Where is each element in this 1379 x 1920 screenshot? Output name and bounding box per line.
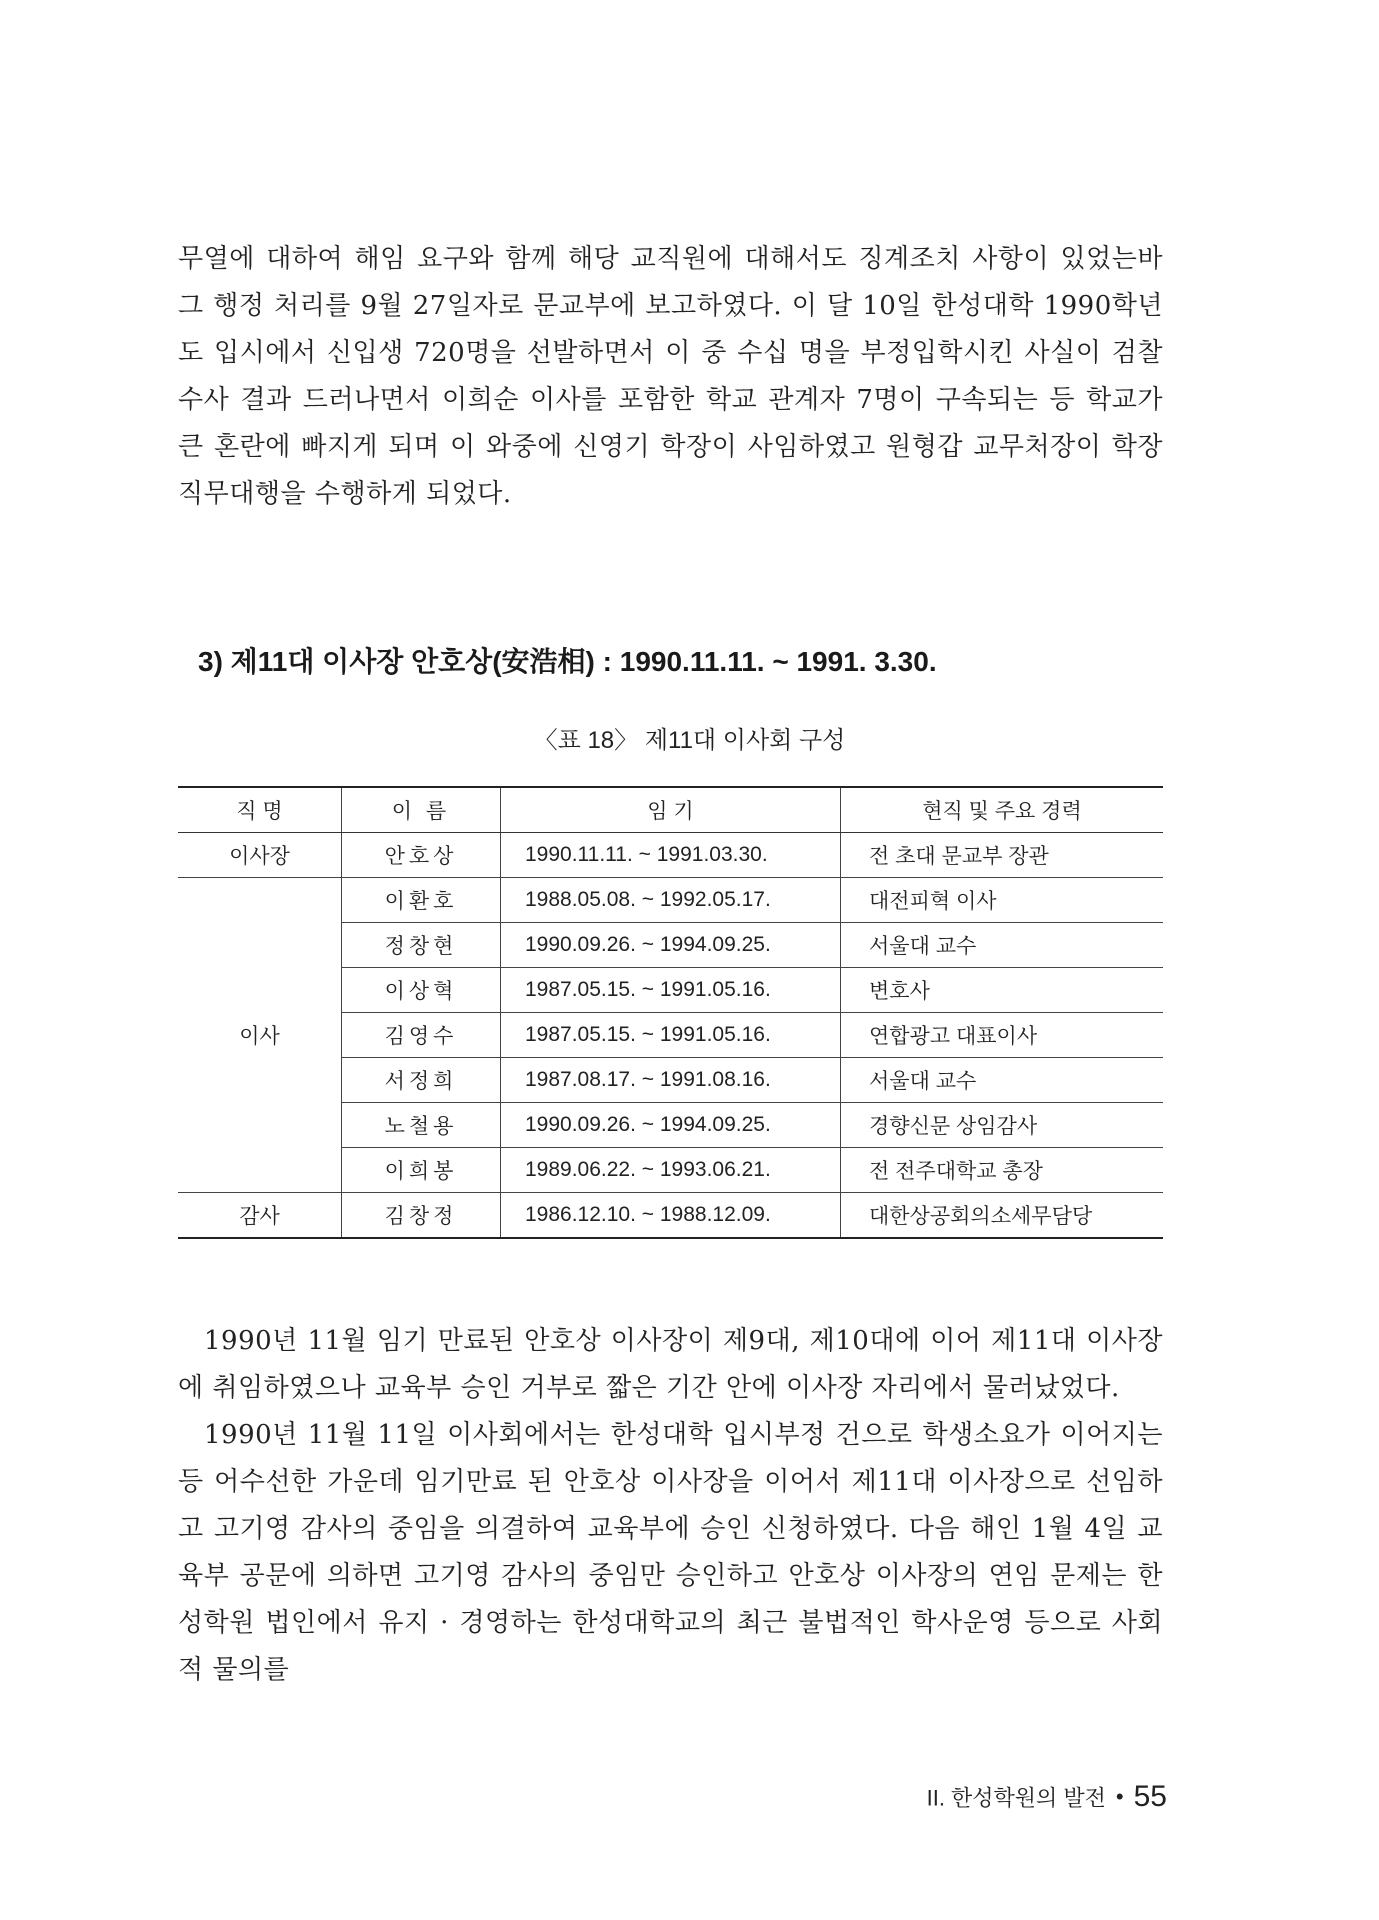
- name-cell: 이환호: [342, 878, 501, 923]
- header-career: 현직 및 주요 경력: [841, 787, 1164, 833]
- name-cell: 이희봉: [342, 1148, 501, 1193]
- career-cell: 서울대 교수: [841, 923, 1164, 968]
- section-heading: 3) 제11대 이사장 안호상(安浩相) : 1990.11.11. ~ 1991. 3.30.: [198, 646, 937, 677]
- table-row: [178, 878, 1163, 923]
- role-cell: 감사: [178, 1193, 342, 1239]
- body-paragraph-2: 1990년 11월 임기 만료된 안호상 이사장이 제9대, 제10대에 이어 제11대 이사장에 취임하였으나 교육부 승인 거부로 짧은 기간 안에 이사장 자리에서 물러났었다.: [178, 1326, 1163, 1403]
- term-cell: 1990.09.26. ~ 1994.09.25.: [501, 923, 841, 968]
- table-row: [178, 1193, 1163, 1239]
- bullet-icon: •: [1115, 1784, 1124, 1809]
- table-row: [178, 833, 1163, 878]
- term-cell: 1987.05.15. ~ 1991.05.16.: [501, 968, 841, 1013]
- term-cell: 1990.11.11. ~ 1991.03.30.: [501, 833, 841, 878]
- table-caption: 〈표 18〉 제11대 이사회 구성: [533, 727, 846, 754]
- term-cell: 1988.05.08. ~ 1992.05.17.: [501, 878, 841, 923]
- page-number: 55: [1133, 1780, 1167, 1813]
- career-cell: 전 전주대학교 총장: [841, 1148, 1164, 1193]
- body-paragraph-3: 1990년 11월 11일 이사회에서는 한성대학 입시부정 건으로 학생소요가 이어지는 등 어수선한 가운데 임기만료 된 안호상 이사장을 이어서 제11대 이사장으로 선임하고 고기영 감사의 중임을 의결하여 교육부에 승인 신청하였다. 다음 해인 1월 4일 교육부 공문에 의하면 고기영 감사의 중임만 승인하고 안호상 이사장의 연임 문제는 한성학원 법인에서 유지 · 경영하는 한성대학교의 최근 불법적인 학사운영 등으로 사회적 물의를: [178, 1420, 1163, 1685]
- name-cell: 노철용: [342, 1103, 501, 1148]
- footer-chapter-title: II. 한성학원의 발전: [926, 1785, 1106, 1811]
- term-cell: 1990.09.26. ~ 1994.09.25.: [501, 1103, 841, 1148]
- name-cell: 정창현: [342, 923, 501, 968]
- name-cell: 김창정: [342, 1193, 501, 1239]
- term-cell: 1987.08.17. ~ 1991.08.16.: [501, 1058, 841, 1103]
- name-cell: 김영수: [342, 1013, 501, 1058]
- name-cell: 서정희: [342, 1058, 501, 1103]
- name-cell: 안호상: [342, 833, 501, 878]
- header-term: 임 기: [501, 787, 841, 833]
- board-members-table: [178, 786, 1163, 1239]
- term-cell: 1986.12.10. ~ 1988.12.09.: [501, 1193, 841, 1239]
- career-cell: 서울대 교수: [841, 1058, 1164, 1103]
- table-header-row: [178, 787, 1163, 833]
- body-paragraph-1: 무열에 대하여 해임 요구와 함께 해당 교직원에 대해서도 징계조치 사항이 있었는바 그 행정 처리를 9월 27일자로 문교부에 보고하였다. 이 달 10일 한성대학 1990학년도 입시에서 신입생 720명을 선발하면서 이 중 수십 명을 부정입학시킨 사실이 검찰 수사 결과 드러나면서 이희순 이사를 포함한 학교 관계자 7명이 구속되는 등 학교가 큰 혼란에 빠지게 되며 이 와중에 신영기 학장이 사임하였고 원형갑 교무처장이 학장직무대행을 수행하게 되었다.: [178, 244, 1164, 509]
- term-cell: 1989.06.22. ~ 1993.06.21.: [501, 1148, 841, 1193]
- career-cell: 변호사: [841, 968, 1164, 1013]
- header-role: 직 명: [178, 787, 342, 833]
- page-footer: [927, 1780, 1167, 1814]
- term-cell: 1987.05.15. ~ 1991.05.16.: [501, 1013, 841, 1058]
- role-cell: 이사장: [178, 833, 342, 878]
- career-cell: 전 초대 문교부 장관: [841, 833, 1164, 878]
- career-cell: 대한상공회의소세무담당: [841, 1193, 1164, 1239]
- career-cell: 경향신문 상임감사: [841, 1103, 1164, 1148]
- career-cell: 연합광고 대표이사: [841, 1013, 1164, 1058]
- career-cell: 대전피혁 이사: [841, 878, 1164, 923]
- role-cell: 이사: [178, 878, 342, 1193]
- header-name: 이 름: [342, 787, 501, 833]
- name-cell: 이상혁: [342, 968, 501, 1013]
